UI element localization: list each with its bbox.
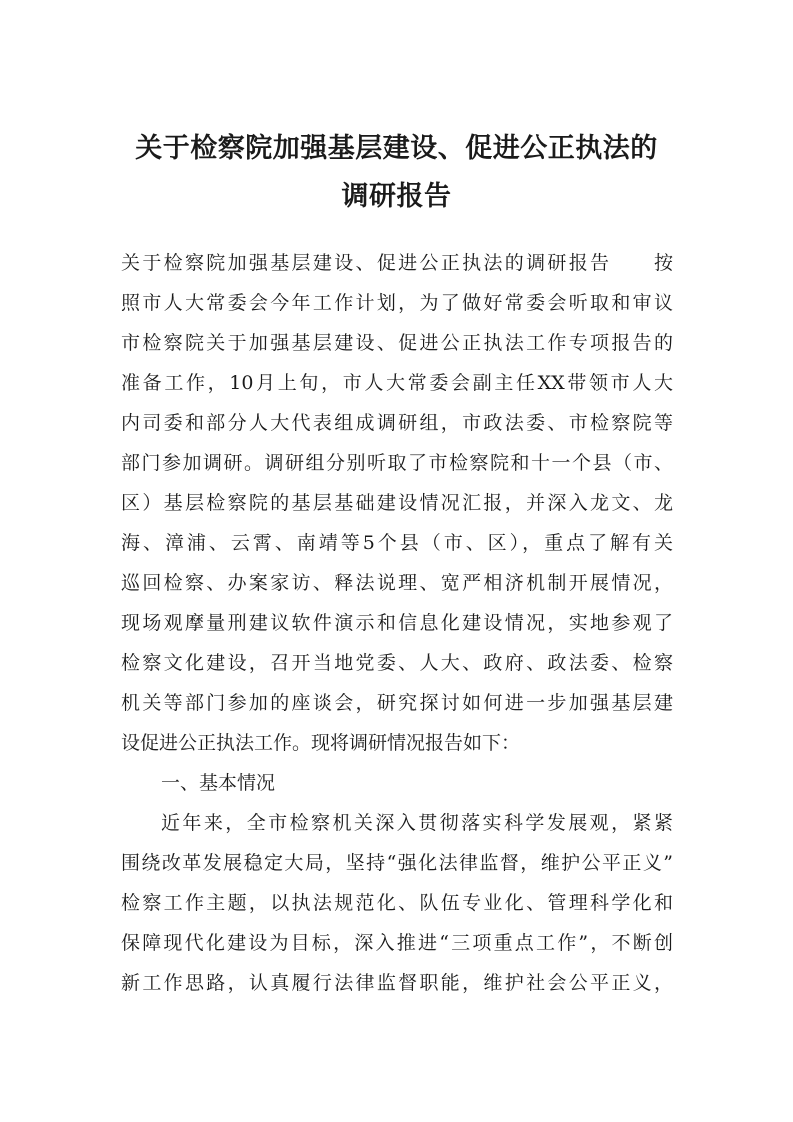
paragraph-intro: [121, 243, 673, 763]
text-line: 检察工作主题，以执法规范化、队伍专业化、管理科学化和: [121, 892, 673, 914]
document-title-line-2: 调研报告: [341, 181, 452, 212]
text-line: 近年来，全市检察机关深入贯彻落实科学发展观，紧紧: [161, 812, 673, 834]
text-line: 照市人大常委会今年工作计划，为了做好常委会听取和审议: [121, 292, 673, 314]
text-line: 内司委和部分人大代表组成调研组，市政法委、市检察院等: [121, 412, 673, 434]
text-line: 准备工作，10月上旬，市人大常委会副主任XX带领市人大: [121, 372, 673, 394]
paragraph-basic-situation: [121, 803, 673, 1003]
document-title-line-1: 关于检察院加强基层建设、促进公正执法的: [135, 133, 658, 164]
text-line: 机关等部门参加的座谈会，研究探讨如何进一步加强基层建: [121, 692, 673, 714]
text-line: 关于检察院加强基层建设、促进公正执法的调研报告 按: [121, 252, 673, 274]
text-line: 巡回检察、办案家访、释法说理、宽严相济机制开展情况，: [121, 572, 673, 594]
section-heading: [121, 763, 673, 803]
section-heading-text: 一、基本情况: [161, 772, 276, 794]
text-line: 现场观摩量刑建议软件演示和信息化建设情况，实地参观了: [121, 612, 673, 634]
text-line: 部门参加调研。调研组分别听取了市检察院和十一个县（市、: [121, 452, 673, 474]
document-body: [121, 243, 673, 1003]
text-line: 检察文化建设，召开当地党委、人大、政府、政法委、检察: [121, 652, 673, 674]
text-line: 设促进公正执法工作。现将调研情况报告如下：: [121, 732, 521, 754]
text-line: 海、漳浦、云霄、南靖等5个县（市、区），重点了解有关: [121, 532, 673, 554]
text-line: 保障现代化建设为目标，深入推进“三项重点工作”，不断创: [121, 932, 673, 954]
text-line: 区）基层检察院的基层基础建设情况汇报，并深入龙文、龙: [121, 492, 673, 514]
text-line: 市检察院关于加强基层建设、促进公正执法工作专项报告的: [121, 332, 673, 354]
text-line: 新工作思路，认真履行法律监督职能，维护社会公平正义，: [121, 972, 673, 994]
text-line: 围绕改革发展稳定大局，坚持“强化法律监督，维护公平正义”: [121, 852, 673, 874]
